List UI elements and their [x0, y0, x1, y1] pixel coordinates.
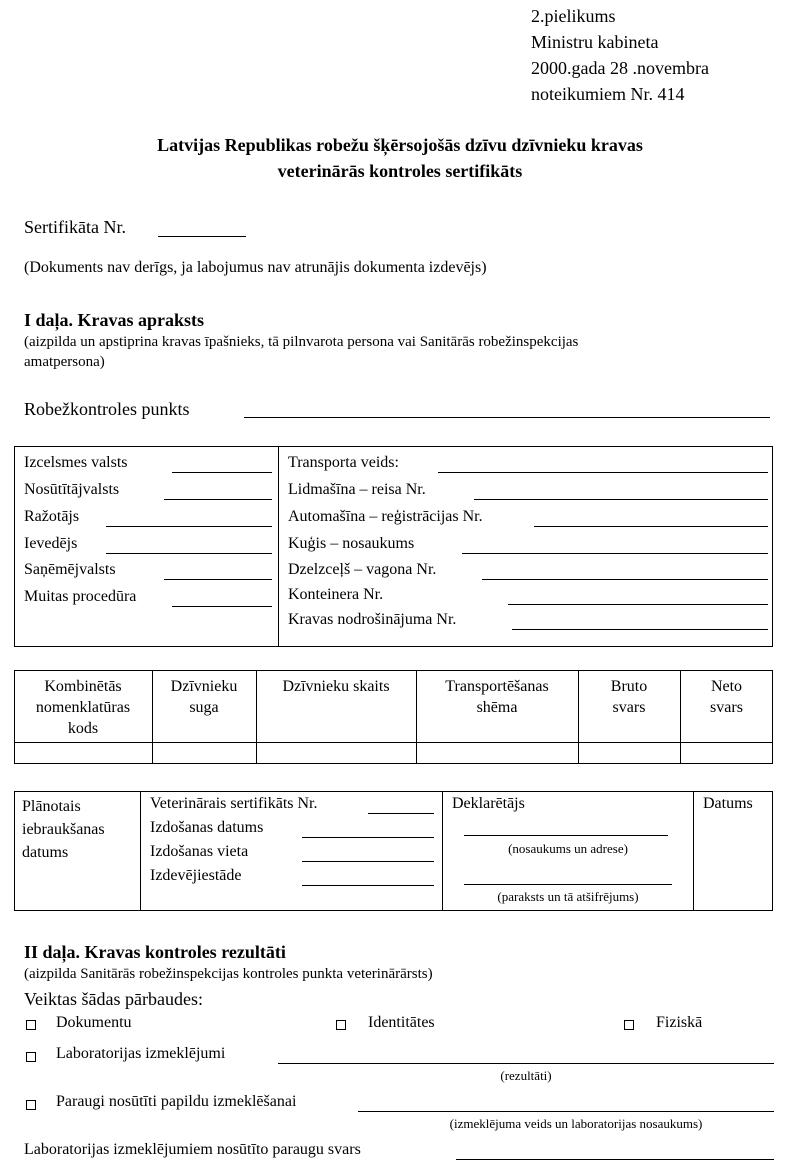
dispatch-country-field[interactable] [164, 499, 272, 500]
cargo-table-entry-row[interactable] [14, 743, 773, 763]
ship-name-label: Kuģis – nosaukums [288, 535, 415, 552]
container-number-label: Konteinera Nr. [288, 586, 384, 603]
border-point-field[interactable] [244, 417, 770, 418]
issuing-authority-field[interactable] [302, 885, 434, 886]
header-text: Kombinētās [44, 678, 122, 695]
header-text: Dzīvnieku [170, 678, 238, 695]
header-text: Transportēšanas [445, 678, 549, 695]
annex-line-1: 2.pielikums [531, 6, 616, 26]
validity-note: (Dokuments nav derīgs, ja labojumus nav atrunājis dokumenta izdevējs) [24, 259, 487, 276]
annex-line-3: 2000.gada 28 .novembra [531, 58, 709, 78]
label-text: Plānotais [22, 798, 81, 815]
part2-note: (aizpilda Sanitārās robežinspekcijas kontroles punkta veterinārārsts) [24, 966, 433, 982]
customs-procedure-label: Muitas procedūra [24, 588, 137, 605]
cargo-header-transport-scheme [416, 676, 578, 718]
cargo-seal-label: Kravas nodrošinājuma Nr. [288, 611, 457, 628]
recipient-country-field[interactable] [164, 579, 272, 580]
vet-certificate-number-field[interactable] [368, 813, 434, 814]
physical-check-checkbox[interactable] [624, 1020, 634, 1030]
lab-tests-results-field[interactable] [278, 1063, 774, 1064]
vehicle-registration-label: Automašīna – reģistrācijas Nr. [288, 508, 483, 525]
label-text: datums [22, 844, 69, 861]
importer-field[interactable] [106, 553, 272, 554]
header-text: suga [189, 699, 219, 716]
entry-box-divider [693, 791, 694, 911]
cargo-header-gross-weight [578, 676, 680, 718]
vet-certificate-number-label: Veterinārais sertifikāts Nr. [150, 795, 318, 812]
certificate-number-field[interactable] [158, 236, 246, 237]
cargo-header-cn-code [14, 676, 152, 739]
planned-entry-date-label [22, 795, 105, 864]
sample-weight-label: Laboratorijas izmeklējumiem nosūtīto paraugu svars [24, 1141, 361, 1158]
vehicle-registration-field[interactable] [534, 526, 768, 527]
document-title-line-2: veterinārās kontroles sertifikāts [277, 161, 523, 181]
transport-type-label: Transporta veids: [288, 454, 399, 471]
samples-sent-label: Paraugi nosūtīti papildu izmeklēšanai [56, 1093, 297, 1110]
samples-sent-field[interactable] [358, 1111, 774, 1112]
producer-field[interactable] [106, 526, 272, 527]
identity-check-checkbox[interactable] [336, 1020, 346, 1030]
part1-note-line-2: amatpersona) [24, 354, 105, 370]
cargo-header-animal-count [256, 676, 416, 697]
samples-sent-checkbox[interactable] [26, 1100, 36, 1110]
producer-label: Ražotājs [24, 508, 80, 525]
declarant-label: Deklarētājs [452, 795, 525, 812]
cargo-seal-field[interactable] [512, 629, 768, 630]
header-text: kods [67, 720, 99, 737]
header-text: Bruto [610, 678, 648, 695]
origin-country-label: Izcelsmes valsts [24, 454, 128, 471]
origin-box-divider [278, 446, 279, 647]
importer-label: Ievedējs [24, 535, 78, 552]
header-text: nomenklatūras [35, 699, 131, 716]
issue-date-field[interactable] [302, 837, 434, 838]
ship-name-field[interactable] [462, 553, 768, 554]
lab-tests-checkbox[interactable] [26, 1052, 36, 1062]
issue-date-label: Izdošanas datums [150, 819, 264, 836]
samples-sent-note: (izmeklējuma veids un laboratorijas nosaukums) [449, 1116, 703, 1131]
document-title-line-1: Latvijas Republikas robežu šķērsojošās dzīvu dzīvnieku kravas [157, 135, 643, 155]
date-label: Datums [703, 795, 753, 812]
header-text: svars [612, 699, 646, 716]
part2-heading: II daļa. Kravas kontroles rezultāti [24, 942, 286, 962]
origin-country-field[interactable] [172, 472, 272, 473]
document-check-label: Dokumentu [56, 1014, 132, 1031]
issue-place-label: Izdošanas vieta [150, 843, 249, 860]
declarant-name-address-field[interactable] [464, 835, 668, 836]
checks-performed-label: Veiktas šādas pārbaudes: [24, 989, 203, 1009]
dispatch-country-label: Nosūtītājvalsts [24, 481, 120, 498]
certificate-number-label: Sertifikāta Nr. [24, 217, 126, 237]
annex-line-4: noteikumiem Nr. 414 [531, 84, 685, 104]
declarant-signature-field[interactable] [464, 884, 672, 885]
railway-wagon-label: Dzelzceļš – vagona Nr. [288, 561, 437, 578]
document-check-checkbox[interactable] [26, 1020, 36, 1030]
container-number-field[interactable] [508, 604, 768, 605]
issuing-authority-label: Izdevējiestāde [150, 867, 242, 884]
sample-weight-field[interactable] [456, 1159, 774, 1160]
transport-type-field[interactable] [438, 472, 768, 473]
issue-place-field[interactable] [302, 861, 434, 862]
annex-line-2: Ministru kabineta [531, 32, 659, 52]
plane-flight-label: Lidmašīna – reisa Nr. [288, 481, 426, 498]
plane-flight-field[interactable] [474, 499, 768, 500]
part1-note-line-1: (aizpilda un apstiprina kravas īpašnieks, tā pilnvarota persona vai Sanitārās robežinspekcijas [24, 334, 579, 350]
lab-tests-results-note: (rezultāti) [500, 1068, 552, 1083]
recipient-country-label: Saņēmējvalsts [24, 561, 116, 578]
header-text: Dzīvnieku skaits [282, 678, 390, 695]
border-point-label: Robežkontroles punkts [24, 399, 190, 419]
lab-tests-label: Laboratorijas izmeklējumi [56, 1045, 226, 1062]
railway-wagon-field[interactable] [482, 579, 768, 580]
part1-heading: I daļa. Kravas apraksts [24, 310, 205, 330]
header-text: shēma [476, 699, 518, 716]
cargo-header-species [152, 676, 256, 718]
header-text: svars [710, 699, 743, 716]
label-text: iebraukšanas [22, 821, 105, 838]
entry-box-divider [140, 791, 141, 911]
declarant-name-address-note: (nosaukums un adrese) [508, 841, 628, 856]
customs-procedure-field[interactable] [172, 606, 272, 607]
physical-check-label: Fiziskā [656, 1014, 703, 1031]
identity-check-label: Identitātes [368, 1014, 435, 1031]
cargo-header-net-weight [680, 676, 773, 718]
header-text: Neto [710, 678, 743, 695]
declarant-signature-note: (paraksts un tā atšifrējums) [497, 889, 639, 904]
entry-box-divider [442, 791, 443, 911]
